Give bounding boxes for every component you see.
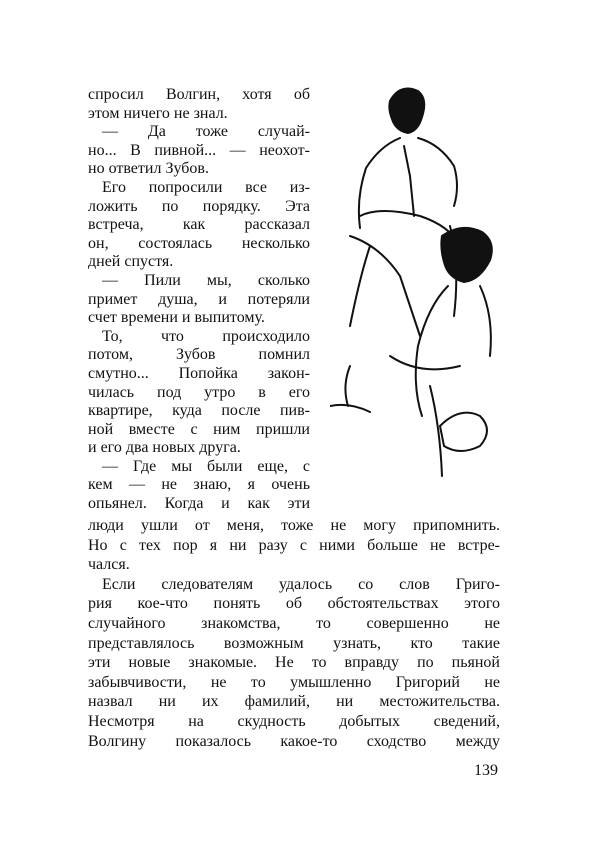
- text-line: чилась под утро в его: [88, 383, 310, 401]
- text-line: Несмотря на скудность добытых сведений,: [88, 712, 500, 730]
- text-line: ной вместе с ним пришли: [88, 420, 310, 438]
- page-number: 139: [474, 762, 498, 779]
- text-line: То, что происходило: [102, 327, 310, 345]
- text-line: встреча, как рассказал: [88, 216, 310, 234]
- text-line: забывчивости, не то умышленно Григорий не: [88, 673, 500, 691]
- text-line: люди ушли от меня, тоже не могу припомнить.: [88, 517, 500, 534]
- text-line: чался.: [88, 556, 130, 574]
- text-line: — Да тоже случай-: [102, 123, 310, 141]
- text-line: потом, Зубов помнил: [88, 346, 310, 364]
- narrow-text-column: [88, 86, 310, 514]
- text-line: Его попросили все из-: [102, 178, 310, 196]
- text-line: Но с тех пор я ни разу с ними больше не встре-: [88, 536, 500, 554]
- text-line: смутно... Попойка закон-: [88, 364, 310, 382]
- text-line: — Где мы были еще, с: [102, 457, 310, 475]
- text-line: эти новые знакомые. Не то вправду по пьяной: [88, 654, 500, 672]
- text-line: случайного знакомства, то совершенно не: [88, 614, 500, 632]
- text-line: он, состоялась несколько: [88, 234, 310, 252]
- full-width-text-column: [88, 516, 500, 751]
- text-line: но ответил Зубов.: [88, 160, 209, 178]
- text-line: дней спустя.: [88, 253, 174, 271]
- text-line: квартире, куда после пив-: [88, 402, 310, 420]
- text-line: счет времени и выпитому.: [88, 309, 265, 327]
- text-line: — Пили мы, сколько: [102, 271, 310, 289]
- text-line: опьянел. Когда и как эти: [88, 495, 310, 513]
- text-line: ложить по порядку. Эта: [88, 197, 310, 215]
- text-line: Если следователям удалось со слов Григо-: [102, 575, 500, 593]
- text-line: спросил Волгин, хотя об: [88, 86, 310, 103]
- text-line: представлялось возможным узнать, кто такие: [88, 634, 500, 652]
- ink-illustration-two-men: [330, 76, 510, 506]
- text-line: но... В пивной... — неохот-: [88, 141, 310, 159]
- crouching-man-sketch: [330, 228, 492, 476]
- standing-man-sketch: [350, 89, 460, 336]
- text-line: и его два новых друга.: [88, 439, 241, 457]
- text-line: этом ничего не знал.: [88, 104, 228, 122]
- text-line: Волгину показалось какое-то сходство между: [88, 732, 500, 750]
- text-line: назвал ни их фамилий, ни местожительства.: [88, 693, 500, 711]
- text-line: примет душа, и потеряли: [88, 290, 310, 308]
- text-line: рия кое-что понять об обстоятельствах этого: [88, 595, 500, 613]
- text-line: кем — не знаю, я очень: [88, 476, 310, 494]
